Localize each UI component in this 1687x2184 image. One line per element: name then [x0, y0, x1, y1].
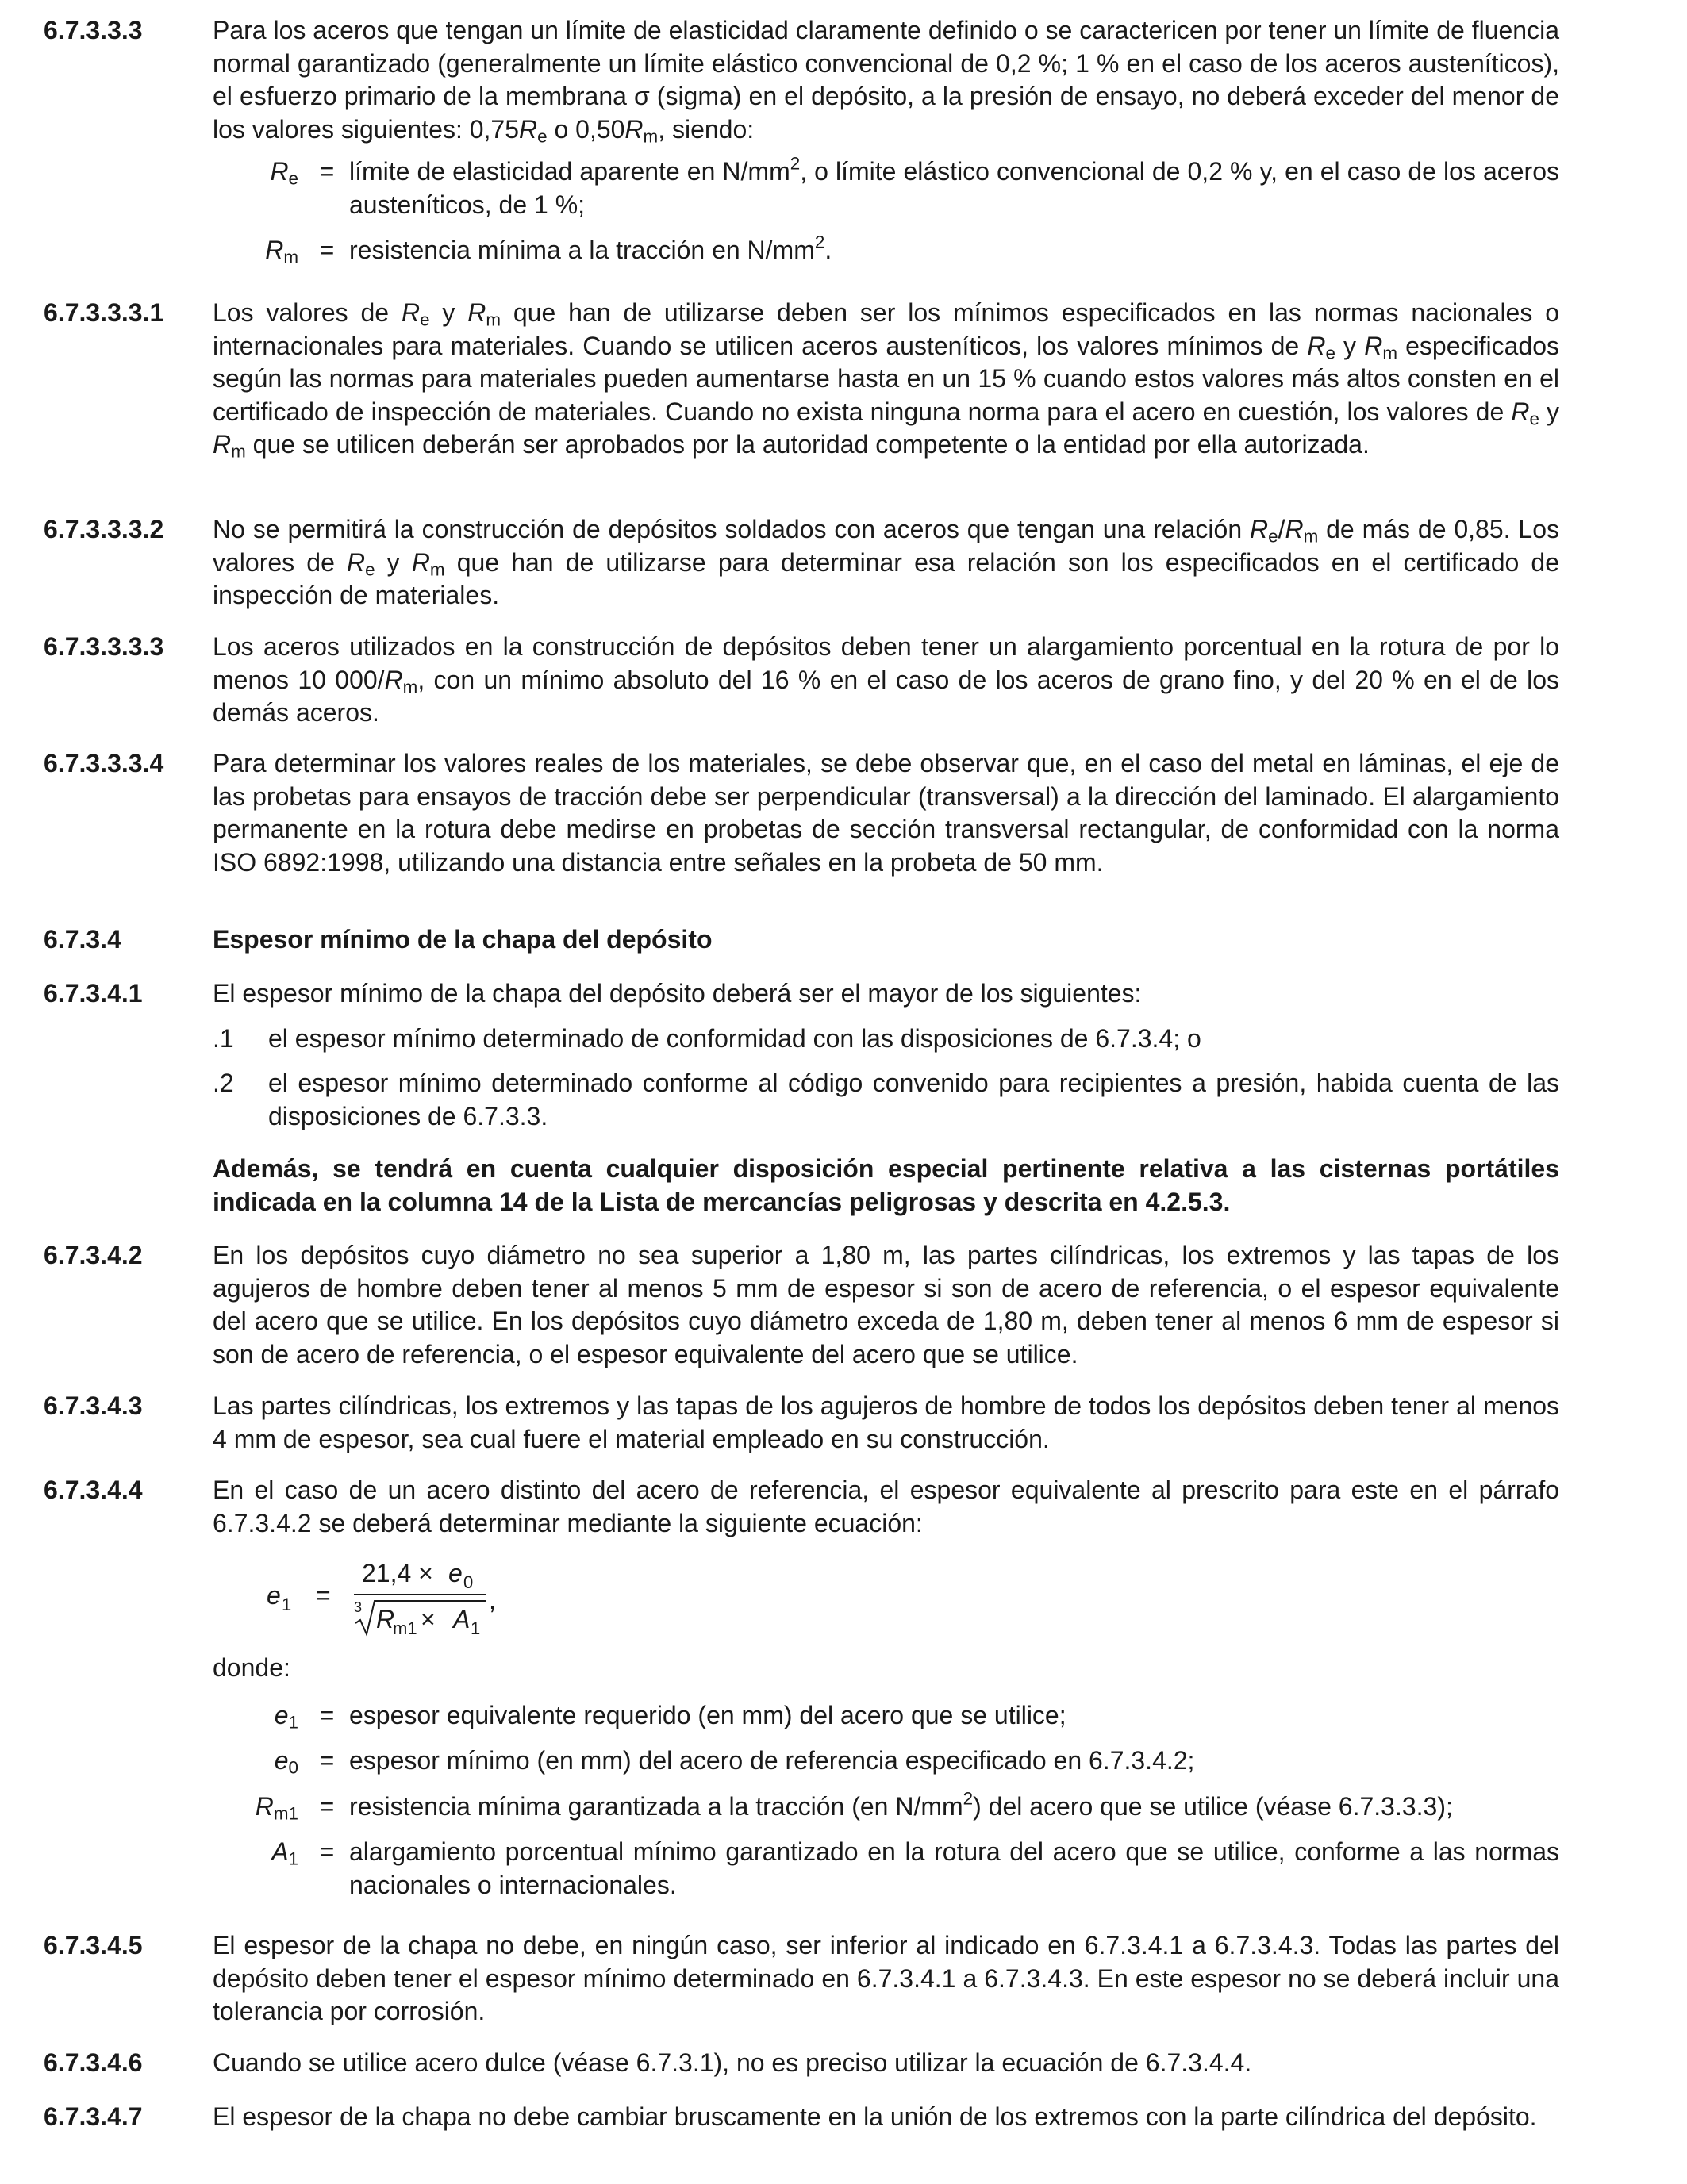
definition-row: $e_1$ = espesor equivalente requerido (en mm) del acero que se utilice; — [274, 1700, 1066, 1733]
section-number: 6.7.3.3.3.1 — [44, 298, 164, 327]
definition-row: $R_m$ = resistencia mínima a la tracción en $N/mm^2$. — [265, 232, 832, 267]
root-index: 3 — [354, 1599, 363, 1615]
denominator-times: × — [421, 1605, 436, 1633]
section-text: No se permitirá la construcción de depósitos soldados con aceros que tengan una relación $R_e/R_m$ de más de 0,85. Los valores de $R_e$ y $R_m$ que han de utilizarse para determinar esa relación son los especificados en el certificado de inspección de materiales. — [213, 515, 1560, 609]
section-heading-6-7-3-4 — [44, 923, 1559, 957]
section-6-7-3-4-4 — [44, 1474, 1559, 1540]
section-number: 6.7.3.4.4 — [44, 1476, 143, 1504]
section-6-7-3-4-6 — [44, 2047, 1559, 2080]
section-6-7-3-4-2 — [44, 1239, 1559, 1371]
equation-trailing-comma: , — [489, 1586, 496, 1614]
section-number: 6.7.3.3.3.4 — [44, 749, 164, 777]
denominator-r: R — [376, 1605, 395, 1633]
section-6-7-3-4-7 — [44, 2101, 1559, 2134]
section-text: Para los aceros que tengan un límite de elasticidad claramente definido o se caractericen por tener un límite de fluencia normal garantizado (generalmente un límite elástico convencional de 0,2 %; 1 % en el caso de los aceros austeníticos), el esfuerzo primario de la membrana σ (sigma) en el depósito, a la presión de ensayo, no deberá exceder del menor de los valores siguientes: $0,75R_e$ o $0,50R_m$, siendo: — [213, 16, 1559, 147]
section-number: 6.7.3.4 — [44, 925, 121, 954]
section-number: 6.7.3.3.3 — [44, 16, 143, 44]
section-6-7-3-4-5 — [44, 1929, 1559, 2029]
definition-row: $R_e$ = límite de elasticidad aparente en $N/mm^2$, o límite elástico convencional de 0,2 % y, en el caso de los aceros austeníticos, de 1 %; — [270, 153, 1560, 219]
section-number: 6.7.3.3.3.2 — [44, 515, 164, 543]
bold-note: Además, se tendrá en cuenta cualquier disposición especial pertinente relativa a las cisternas portátiles indicada en la columna 14 de la Lista de mercancías peligrosas y descrita en 4.2.5.3. — [213, 1154, 1559, 1216]
list-item: .2 el espesor mínimo determinado conforme al código convenido para recipientes a presión, habida cuenta de las disposiciones de 6.7.3.3. — [213, 1069, 1559, 1130]
section-number: 6.7.3.4.7 — [44, 2102, 143, 2131]
denominator-r-sub: m1 — [393, 1618, 417, 1638]
definition-row: $e_0$ = espesor mínimo (en mm) del acero de referencia especificado en 6.7.3.4.2; — [274, 1746, 1195, 1778]
equation-numerator-coef: 21,4 × — [362, 1559, 433, 1587]
section-6-7-3-3-3 — [44, 14, 1559, 267]
section-text: Cuando se utilice acero dulce (véase 6.7.3.1), no es preciso utilizar la ecuación de 6.7.3.4.4. — [213, 2048, 1252, 2077]
section-heading: Espesor mínimo de la chapa del depósito — [213, 925, 713, 954]
section-6-7-3-4-3 — [44, 1390, 1559, 1456]
equation-lhs-sub: 1 — [282, 1595, 292, 1614]
equation — [213, 1555, 689, 1642]
donde-label: donde: — [213, 1653, 290, 1682]
section-text: En el caso de un acero distinto del acero de referencia, el espesor equivalente al prescrito para este en el párrafo 6.7.3.4.2 se deberá determinar mediante la siguiente ecuación: — [213, 1476, 1559, 1537]
section-text: El espesor mínimo de la chapa del depósito deberá ser el mayor de los siguientes: — [213, 979, 1142, 1008]
section-number: 6.7.3.4.1 — [44, 979, 143, 1008]
where-block — [44, 1652, 1559, 1902]
section-text: En los depósitos cuyo diámetro no sea superior a 1,80 m, las partes cilíndricas, los extremos y las tapas de los agujeros de hombre deben tener al menos 5 mm de espesor si son de acero de referencia, o el espesor equivalente del acero que se utilice. En los depósitos cuyo diámetro exceda de 1,80 m, deben tener al menos 6 mm de espesor si son de acero de referencia, o el espesor equivalente del acero que se utilice. — [213, 1241, 1559, 1368]
section-6-7-3-3-3-4 — [44, 747, 1559, 879]
section-text: Los valores de $R_e$ y $R_m$ que han de utilizarse deben ser los mínimos especificados en las normas nacionales o internacionales para materiales. Cuando se utilicen aceros austeníticos, los valores mínimos de $R_e$ y $R_m$ especificados según las normas para materiales pueden aumentarse hasta en un 15 % cuando estos valores más altos consten en el certificado de inspección de materiales. Cuando no exista ninguna norma para el acero en cuestión, los valores de $R_e$ y $R_m$ que se utilicen deberán ser aprobados por la autoridad competente o la entidad por ella autorizada. — [213, 298, 1560, 462]
section-number: 6.7.3.4.6 — [44, 2048, 143, 2077]
section-number: 6.7.3.3.3.3 — [44, 632, 164, 661]
equation-lhs: e — [267, 1581, 281, 1610]
section-6-7-3-4-1 — [44, 977, 1559, 1219]
section-6-7-3-3-3-3 — [44, 631, 1559, 730]
section-number: 6.7.3.4.2 — [44, 1241, 143, 1269]
item-list — [213, 1023, 1559, 1134]
definition-row: $A_1$ = alargamiento porcentual mínimo garantizado en la rotura del acero que se utilice, conforme a las normas nacionales o internacionales. — [271, 1837, 1559, 1899]
denominator-a-sub: 1 — [471, 1618, 481, 1638]
equation-equals: = — [316, 1581, 331, 1610]
equation-numerator-var: e — [448, 1559, 463, 1587]
section-6-7-3-3-3-2 — [44, 513, 1559, 612]
section-6-7-3-3-3-1 — [44, 297, 1559, 462]
definition-list — [213, 1699, 1559, 1902]
section-number: 6.7.3.4.3 — [44, 1391, 143, 1420]
equation-numerator-sub: 0 — [463, 1572, 474, 1592]
section-text: El espesor de la chapa no debe, en ningún caso, ser inferior al indicado en 6.7.3.4.1 a 6.7.3.4.3. Todas las partes del depósito deben tener el espesor mínimo determinado en 6.7.3.4.1 a 6.7.3.4.3. En este espesor no se deberá incluir una tolerancia por corrosión. — [213, 1931, 1559, 2025]
section-text: Los aceros utilizados en la construcción de depósitos deben tener un alargamiento porcentual en la rotura de por lo menos 10 $000/R_m$, con un mínimo absoluto del 16 % en el caso de los aceros de grano fino, y del 20 % en el de los demás aceros. — [213, 632, 1560, 727]
section-number: 6.7.3.4.5 — [44, 1931, 143, 1959]
definition-row: $R_{m1}$ = resistencia mínima garantizada a la tracción (en $N/mm^2$) del acero que se utilice (véase 6.7.3.3.3); — [255, 1788, 1453, 1824]
definition-list — [213, 155, 1559, 267]
section-text: El espesor de la chapa no debe cambiar bruscamente en la unión de los extremos con la parte cilíndrica del depósito. — [213, 2102, 1537, 2131]
section-text: Las partes cilíndricas, los extremos y las tapas de los agujeros de hombre de todos los depósitos deben tener al menos 4 mm de espesor, sea cual fuere el material empleado en su construcción. — [213, 1391, 1559, 1453]
list-item: .1 el espesor mínimo determinado de conformidad con las disposiciones de 6.7.3.4; o — [213, 1023, 1201, 1053]
denominator-a: A — [453, 1605, 471, 1633]
section-text: Para determinar los valores reales de los materiales, se debe observar que, en el caso del metal en láminas, el eje de las probetas para ensayos de tracción debe ser perpendicular (transversal) a la dirección del laminado. El alargamiento permanente en la rotura debe medirse en probetas de sección transversal rectangular, de conformidad con la norma ISO 6892:1998, utilizando una distancia entre señales en la probeta de 50 mm. — [213, 749, 1559, 877]
